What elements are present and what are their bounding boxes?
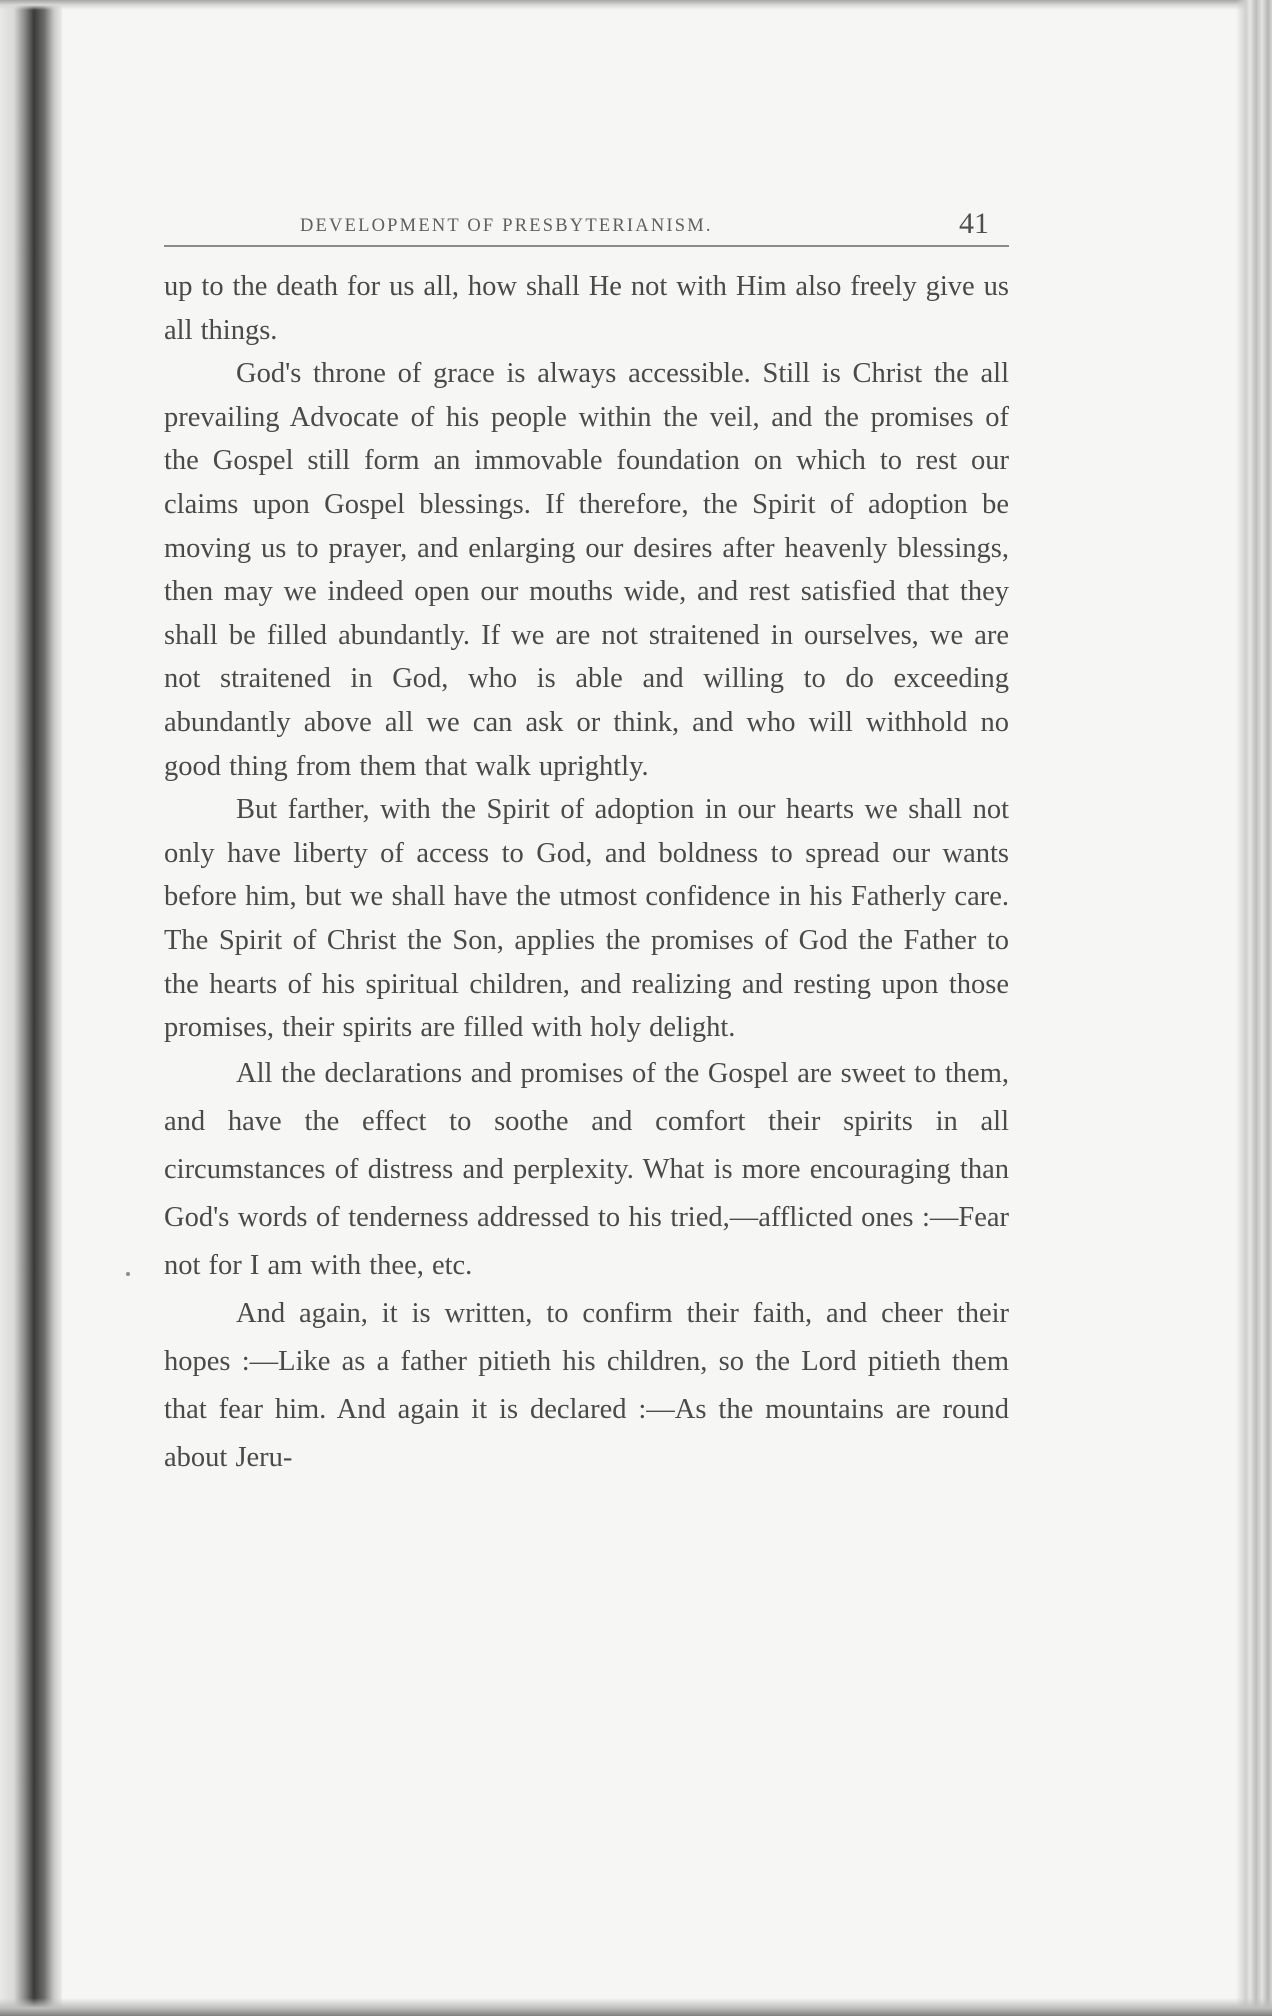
bottom-page-edge <box>0 1998 1272 2016</box>
page-content <box>164 205 1009 1482</box>
paragraph-and-again: And again, it is written, to confirm their faith, and cheer their hopes :—Like as a father pitieth his children, so the Lord pitieth them that fear him. And again it is declared :—As the mountains are round about Jeru- <box>164 1297 1009 1473</box>
paragraph-throne-of-grace: God's throne of grace is always accessible. Still is Christ the all prevailing Advocate of his people within the veil, and the promises of the Gospel still form an immovable foundation on which to rest our claims upon Gospel blessings. If therefore, the Spirit of adoption be moving us to prayer, and enlarging our desires after heavenly blessings, then may we indeed open our mouths wide, and rest satisfied that they shall be filled abundantly. If we are not straitened in ourselves, we are not straitened in God, who is able and willing to do exceeding abundantly above all we can ask or think, and who will withhold no good thing from them that walk uprightly. <box>164 358 1009 782</box>
body-text <box>164 265 1009 1482</box>
book-binding-edge <box>0 0 62 2016</box>
paragraph-continued: up to the death for us all, how shall He not with Him also freely give us all things. <box>164 271 1009 346</box>
page-number: 41 <box>959 207 989 240</box>
paragraph-declarations: All the declarations and promises of the Gospel are sweet to them, and have the effect to soothe and comfort their spirits in all circumstances of distress and perplexity. What is more encouraging than God's words of tenderness addressed to his tried,—afflicted ones :—Fear not for I am with thee, etc. <box>164 1057 1009 1281</box>
page-header <box>164 205 1009 247</box>
top-page-edge <box>0 0 1272 10</box>
stray-ink-mark <box>126 1272 130 1276</box>
paragraph-spirit-of-adoption: But farther, with the Spirit of adoption in our hearts we shall not only have liberty of access to God, and boldness to spread our wants before him, but we shall have the utmost confidence in his Fatherly care. The Spirit of Christ the Son, applies the promises of God the Father to the hearts of his spiritual children, and realizing and resting upon those promises, their spirits are filled with holy delight. <box>164 794 1009 1044</box>
running-head: DEVELOPMENT OF PRESBYTERIANISM. <box>300 216 713 236</box>
right-page-edges <box>1236 0 1272 2016</box>
